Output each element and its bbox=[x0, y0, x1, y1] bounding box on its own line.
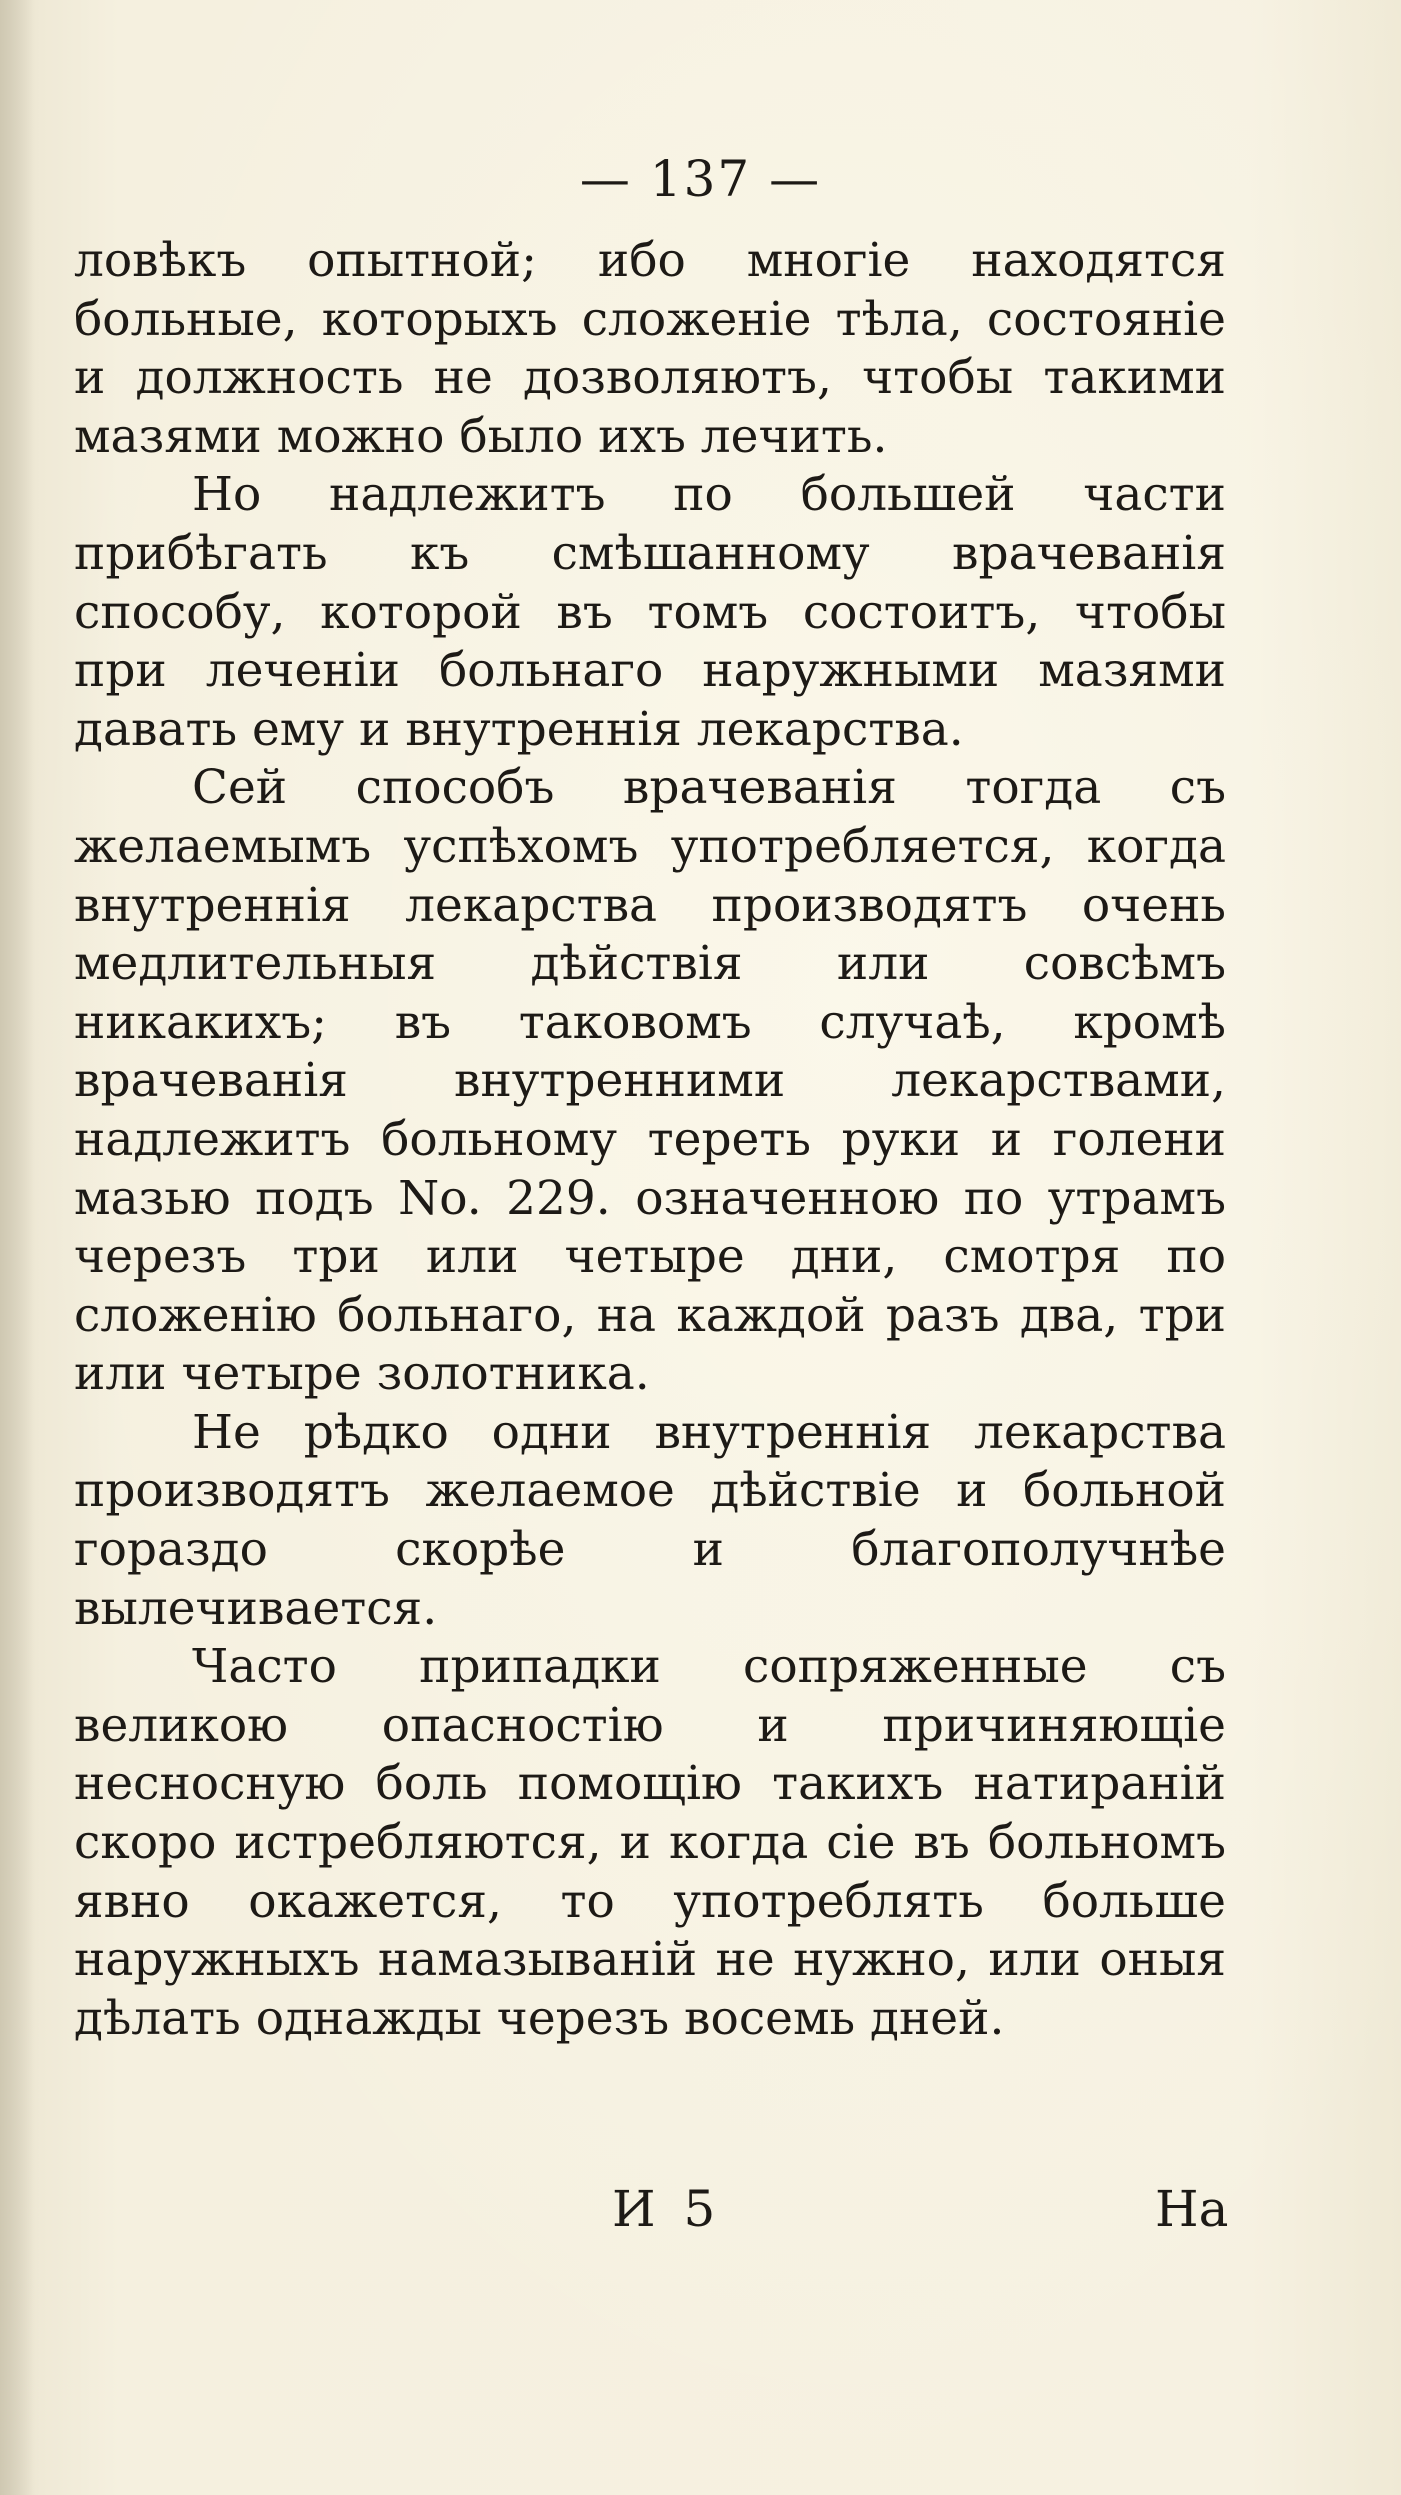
paragraph-5: Часто припадки сопряженные съ великою опасностію и причиняющіе несносную боль помощію такихъ натираній скоро истребляются, и когда сіе въ больномъ явно окажется, то употреблять больше наружныхъ намазываній не нужно, или оныя дѣлать однажды черезъ восемь дней. bbox=[74, 1639, 1226, 2046]
paragraph-1: ловѣкъ опытной; ибо многіе находятся больные, которыхъ сложеніе тѣла, состояніе и должность не дозволяютъ, чтобы такими мазями можно было ихъ лечить. bbox=[74, 233, 1226, 464]
body-text bbox=[74, 232, 1226, 2048]
catchword: На bbox=[1155, 2180, 1229, 2238]
paragraph-3: Сей способъ врачеванія тогда съ желаемымъ успѣхомъ употребляется, когда внутреннія лекарства производятъ очень медлительныя дѣйствія или совсѣмъ никакихъ; въ таковомъ случаѣ, кромѣ врачеванія внутренними лекарствами, надлежитъ больному тереть руки и голени мазью подъ No. 229. означенною по утрамъ черезъ три или четыре дни, смотря по сложенію больнаго, на каждой разъ два, три или четыре золотника. bbox=[74, 760, 1226, 1402]
paragraph-4: Не рѣдко одни внутреннія лекарства производятъ желаемое дѣйствіе и больной гораздо скорѣе и благополучнѣе вылечивается. bbox=[74, 1404, 1226, 1636]
paragraph-2: Но надлежитъ по большей части прибѣгать къ смѣшанному врачеванія способу, которой въ томъ состоитъ, чтобы при леченіи больнаго наружными мазями давать ему и внутреннія лекарства. bbox=[74, 467, 1226, 757]
printer-signature-mark: И 5 bbox=[612, 2180, 722, 2238]
page-binding-shadow bbox=[0, 0, 34, 2495]
page-number: — 137 — bbox=[579, 150, 822, 208]
